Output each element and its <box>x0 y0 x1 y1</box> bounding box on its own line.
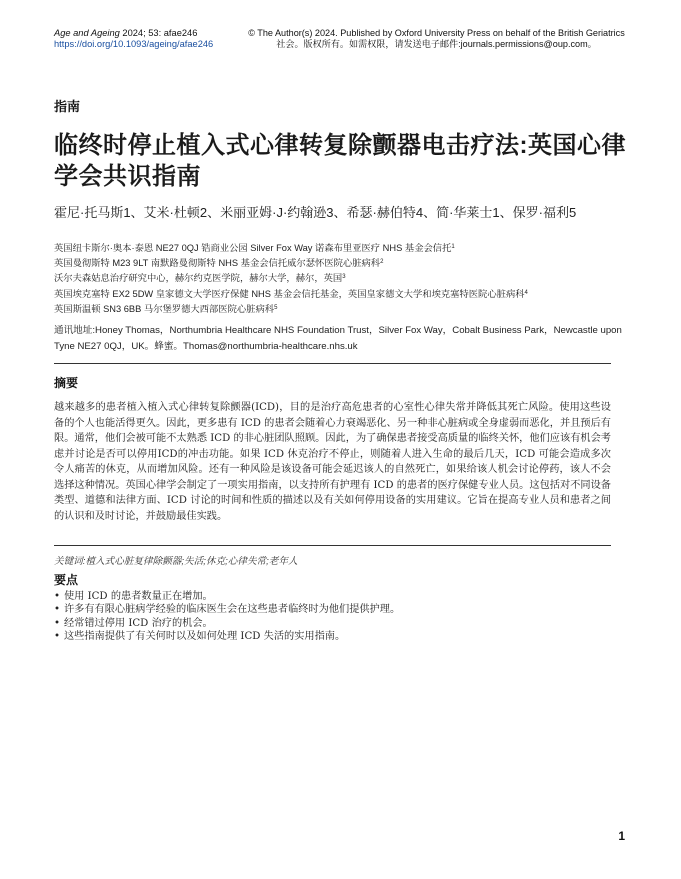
author-list: 霍尼·托马斯1、艾米·杜顿2、米丽亚姆·J·约翰逊3、希瑟·赫伯特4、简·华莱士1、保罗·福利5 <box>54 205 577 220</box>
correspondence-address: 通讯地址:Honey Thomas，Northumbria Healthcare NHS Foundation Trust，Silver Fox Way，Cobalt Business Park，Newcastle upon Tyne NE27 0QJ，UK。蜂蜜。Thomas@northumbria-healthcare.nhs.uk <box>54 325 622 352</box>
copyright-line-2: 社会。版权所有。如需权限，请发送电子邮件:journals.permissions@oup.com。 <box>276 39 597 49</box>
affiliation-2: 英国曼彻斯特 M23 9LT 南默路曼彻斯特 NHS 基金会信托威尔瑟怀医院心脏病科$^2$ <box>54 258 384 269</box>
article-title: 临终时停止植入式心律转复除颤器电击疗法:英国心律学会共识指南 <box>54 132 626 190</box>
affiliations <box>54 241 635 317</box>
divider <box>54 545 611 546</box>
affiliation-4: 英国埃克塞特 EX2 5DW 皇家德文大学医疗保健 NHS 基金会信托基金，英国皇家德文大学和埃克塞特医院心脏病科$^4$ <box>54 288 528 299</box>
section-label: 指南 <box>54 99 81 114</box>
doi-link[interactable]: https://doi.org/10.1093/ageing/afae246 <box>54 39 214 49</box>
journal-citation <box>54 28 213 50</box>
key-point-item: • 这些指南提供了有关何时以及如何处理 ICD 失活的实用指南。 <box>54 630 611 643</box>
key-points-list <box>54 590 611 643</box>
journal-volume: 2024; 53: afae246 <box>119 28 198 38</box>
affiliation-5: 英国斯温顿 SN3 6BB 马尔堡罗德大西部医院心脏病科$^5$ <box>54 303 278 314</box>
journal-name: Age and Ageing <box>54 28 120 38</box>
key-point-item: • 使用 ICD 的患者数量正在增加。 <box>54 590 611 603</box>
key-point-item: • 许多有有限心脏病学经验的临床医生会在这些患者临终时为他们提供护理。 <box>54 603 611 616</box>
page-header <box>54 28 635 52</box>
key-points-heading: 要点 <box>54 573 79 587</box>
affiliation-3: 沃尔夫森姑息治疗研究中心，赫尔约克医学院，赫尔大学，赫尔，英国$^3$ <box>54 273 346 284</box>
keywords: 关键词:植入式心脏复律除颤器;失活;休克;心律失常;老年人 <box>54 556 298 567</box>
divider <box>54 363 611 364</box>
copyright-notice <box>238 28 635 50</box>
page-number: 1 <box>618 829 625 843</box>
key-point-item: • 经常错过停用 ICD 治疗的机会。 <box>54 617 611 630</box>
abstract-body: 越来越多的患者植入植入式心律转复除颤器(ICD)，目的是治疗高危患者的心室性心律失常并降低其死亡风险。使用这些设备的个人也能活得更久。因此，更多患有 ICD 的患者会随着心力衰竭恶化、另一种非心脏病或全身虚弱而恶化，并且预后有限。通常，他们会被可能不太熟悉 ICD 的非心脏团队照顾。因此，为了确保患者接受高质量的临终关怀，他们应该有机会考虑并讨论是否可以停用ICD的冲击功能。如果 ICD 休克治疗不停止，则随着人进入生命的最后几天，ICD 可能会造成多次令人痛苦的休克，从而增加风险。还有一种风险是该设备可能会延迟该人的自然死亡，如果给该人机会讨论停药，该人不会选择这种情况。英国心律学会制定了一项实用指南，以支持所有护理有 ICD 的患者的医疗保健专业人员。这包括对不同设备类型、道德和法律方面、ICD 讨论的时间和性质的描述以及有关如何停用设备的实用建议。它旨在提高专业人员和患者之间的认识和及时讨论，并鼓励最佳实践。 <box>54 402 611 522</box>
copyright-line-1: © The Author(s) 2024. Published by Oxford University Press on behalf of the British Geriatrics <box>248 28 625 38</box>
abstract-heading: 摘要 <box>54 376 79 390</box>
affiliation-1: 英国纽卡斯尔·奥本·泰恩 NE27 0QJ 锆商业公园 Silver Fox Way 诺森布里亚医疗 NHS 基金会信托$^1$ <box>54 243 455 253</box>
